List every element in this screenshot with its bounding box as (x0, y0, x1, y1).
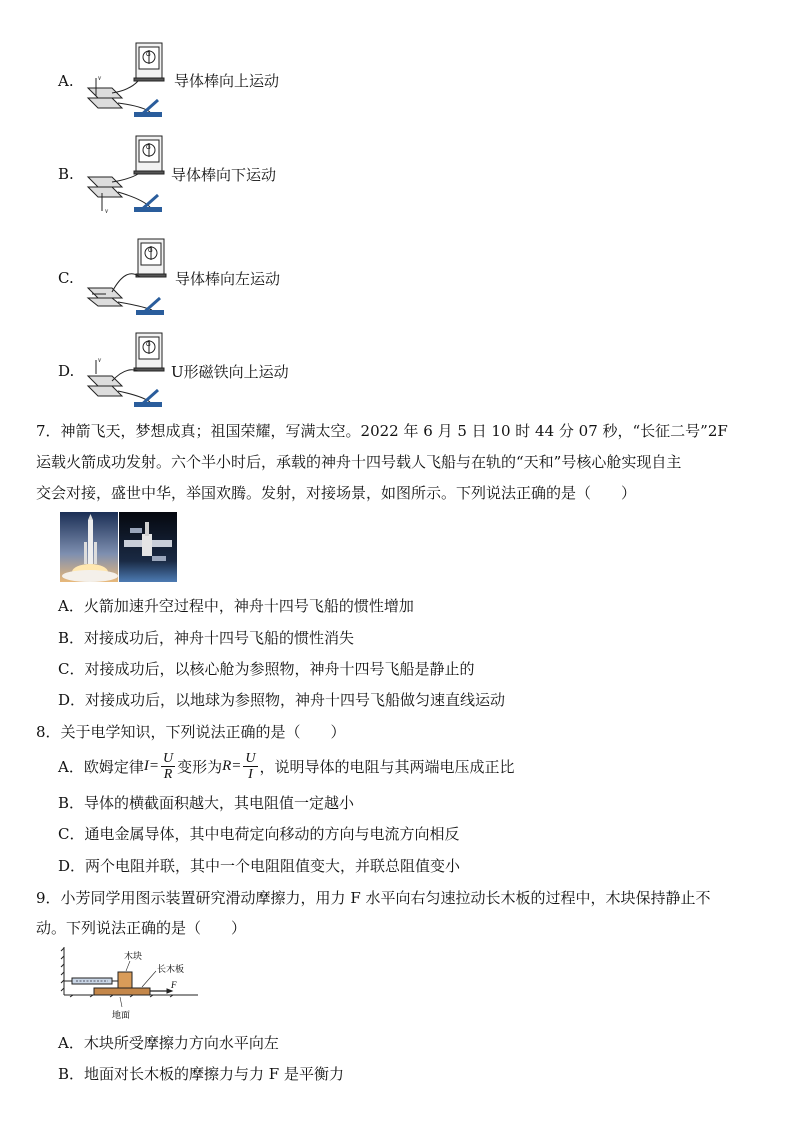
svg-text:长木板: 长木板 (157, 964, 185, 974)
q8-option-b: B．导体的横截面积越大，其电阻值一定越小 (58, 794, 355, 812)
q7-stem-line-1: 7．神箭飞天，梦想成真；祖国荣耀，写满太空。2022 年 6 月 5 日 10 时 44 分 07 秒，“长征二号”2F (36, 422, 728, 440)
resistance-fraction: $\frac{U}{I}$ (245, 750, 256, 782)
galvanometer-figure-c (82, 236, 174, 321)
svg-text:v: v (98, 356, 102, 364)
option-d-letter: D. (58, 362, 75, 380)
svg-text:G: G (148, 248, 153, 254)
q8-option-c: C．通电金属导体，其中电荷定向移动的方向与电流方向相反 (58, 825, 460, 843)
option-d-text: U形磁铁向上运动 (171, 363, 289, 381)
q7-option-c: C．对接成功后，以核心舱为参照物，神舟十四号飞船是静止的 (58, 660, 475, 678)
option-a-letter: A. (58, 72, 74, 90)
svg-text:v: v (98, 74, 102, 82)
q9-stem-line-1: 9．小芳同学用图示装置研究滑动摩擦力，用力 F 水平向右匀速拉动长木板的过程中，木块保持静止不 (36, 889, 711, 907)
q7-stem-line-2: 运载火箭成功发射。六个半小时后，承载的神舟十四号载人飞船与在轨的“天和”号核心舱实现自主 (36, 453, 682, 471)
svg-text:地面: 地面 (112, 1010, 131, 1020)
option-c-text: 导体棒向左运动 (175, 270, 281, 288)
galvanometer-figure-b (82, 133, 172, 218)
rocket-launch-and-docking-photo (60, 512, 177, 582)
option-c-letter: C. (58, 269, 74, 287)
q7-stem-line-3: 交会对接，盛世中华，举国欢腾。发射，对接场景，如图所示。下列说法正确的是（ ） (36, 484, 637, 502)
svg-text:G: G (146, 52, 151, 58)
q8-option-a: A．欧姆定律 I= $\frac{U}{R}$ 变形为 R= $\frac{U}{I}$ ，说明导体的电阻与其两端电压成正比 (58, 750, 515, 782)
friction-experiment-figure (60, 945, 205, 1025)
q8-option-d: D．两个电阻并联，其中一个电阻阻值变大，并联总阻值变小 (58, 857, 461, 875)
option-b-text: 导体棒向下运动 (171, 166, 277, 184)
option-a-text: 导体棒向上运动 (174, 72, 280, 90)
galvanometer-figure-d (82, 330, 172, 412)
q7-option-b: B．对接成功后，神舟十四号飞船的惯性消失 (58, 629, 355, 647)
svg-text:v: v (105, 207, 109, 215)
option-b-letter: B. (58, 165, 74, 183)
svg-text:G: G (146, 145, 151, 151)
q7-option-a: A．火箭加速升空过程中，神舟十四号飞船的惯性增加 (58, 597, 414, 615)
svg-text:G: G (146, 342, 151, 348)
q9-option-b: B．地面对长木板的摩擦力与力 F 是平衡力 (58, 1065, 344, 1083)
q9-stem-line-2: 动。下列说法正确的是（ ） (36, 919, 247, 937)
svg-text:木块: 木块 (124, 951, 143, 961)
svg-text:F: F (171, 980, 177, 990)
q8-stem: 8．关于电学知识，下列说法正确的是（ ） (36, 723, 346, 741)
q9-option-a: A．木块所受摩擦力方向水平向左 (58, 1034, 279, 1052)
galvanometer-figure-a (82, 40, 172, 120)
q7-option-d: D．对接成功后，以地球为参照物，神舟十四号飞船做匀速直线运动 (58, 691, 506, 709)
ohm-law-fraction: $\frac{U}{R}$ (162, 750, 174, 782)
